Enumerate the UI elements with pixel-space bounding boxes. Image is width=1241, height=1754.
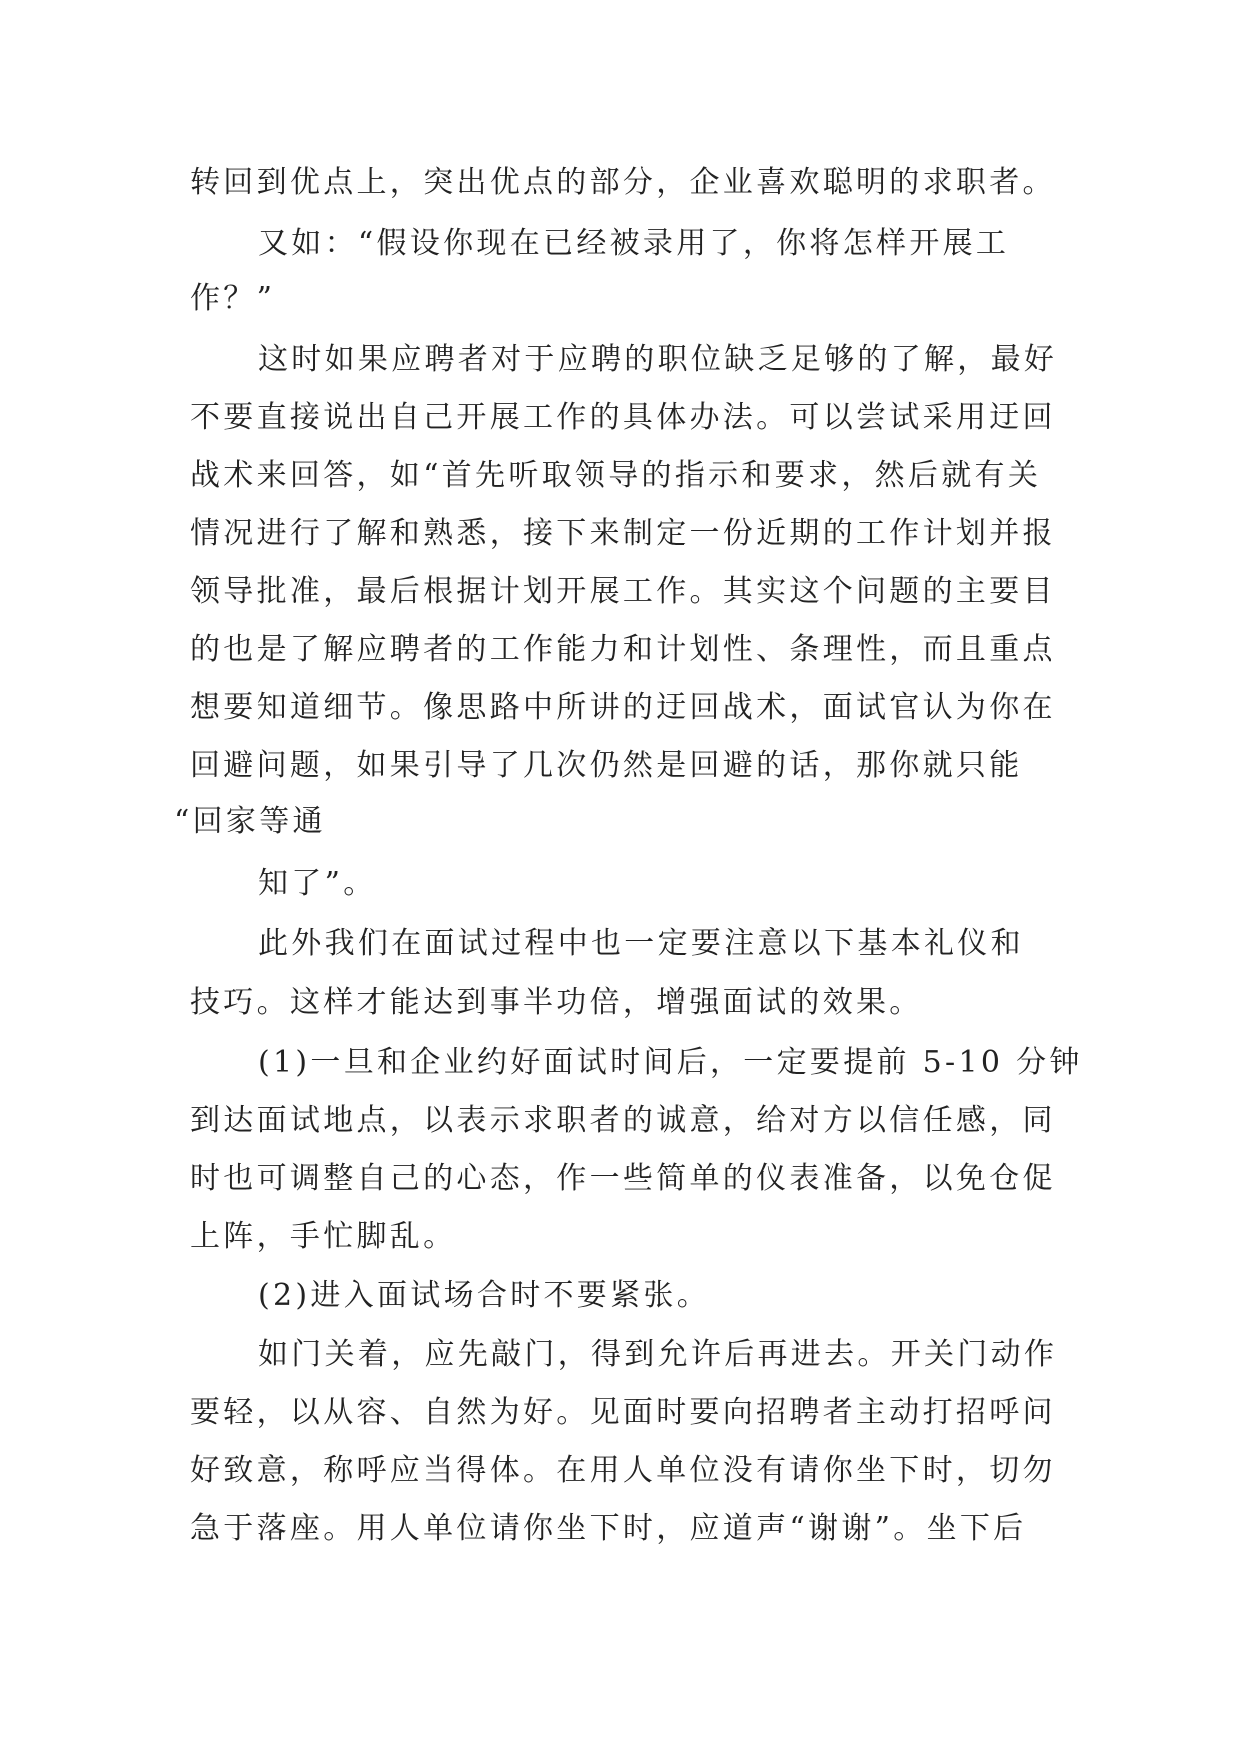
text-line: 上阵，手忙脚乱。 <box>190 1219 457 1254</box>
text-line: 这时如果应聘者对于应聘的职位缺乏足够的了解，最好 <box>258 342 1058 377</box>
text-line: (2)进入面试场合时不要紧张。 <box>258 1278 710 1313</box>
text-line: 领导批准，最后根据计划开展工作。其实这个问题的主要目 <box>190 574 1056 609</box>
text-line: 的也是了解应聘者的工作能力和计划性、条理性，而且重点 <box>190 632 1056 667</box>
text-line: 如门关着，应先敲门，得到允许后再进去。开关门动作 <box>258 1337 1058 1372</box>
text-line: 作？” <box>190 281 276 316</box>
text-line: 不要直接说出自己开展工作的具体办法。可以尝试采用迂回 <box>190 400 1056 435</box>
text-line: 又如：“假设你现在已经被录用了，你将怎样开展工 <box>258 226 1010 261</box>
text-line: 想要知道细节。像思路中所讲的迂回战术，面试官认为你在 <box>190 690 1056 725</box>
text-line: 时也可调整自己的心态，作一些简单的仪表准备，以免仓促 <box>190 1161 1056 1196</box>
text-line: 战术来回答，如“首先听取领导的指示和要求，然后就有关 <box>190 458 1042 493</box>
text-line: (1)一旦和企业约好面试时间后，一定要提前 5-10 分钟 <box>258 1045 1083 1080</box>
text-line: 要轻，以从容、自然为好。见面时要向招聘者主动打招呼问 <box>190 1395 1056 1430</box>
text-line: 此外我们在面试过程中也一定要注意以下基本礼仪和 <box>258 926 1024 961</box>
text-line: 回避问题，如果引导了几次仍然是回避的话，那你就只能 <box>190 748 1023 783</box>
text-line: 技巧。这样才能达到事半功倍，增强面试的效果。 <box>190 985 923 1020</box>
text-line: 知了”。 <box>258 866 377 901</box>
text-line: “回家等通 <box>174 804 326 839</box>
text-line: 到达面试地点，以表示求职者的诚意，给对方以信任感，同 <box>190 1103 1056 1138</box>
text-line: 转回到优点上，突出优点的部分，企业喜欢聪明的求职者。 <box>190 165 1056 200</box>
text-line: 好致意，称呼应当得体。在用人单位没有请你坐下时，切勿 <box>190 1453 1056 1488</box>
text-line: 情况进行了解和熟悉，接下来制定一份近期的工作计划并报 <box>190 516 1056 551</box>
text-line: 急于落座。用人单位请你坐下时，应道声“谢谢”。坐下后 <box>190 1511 1027 1546</box>
